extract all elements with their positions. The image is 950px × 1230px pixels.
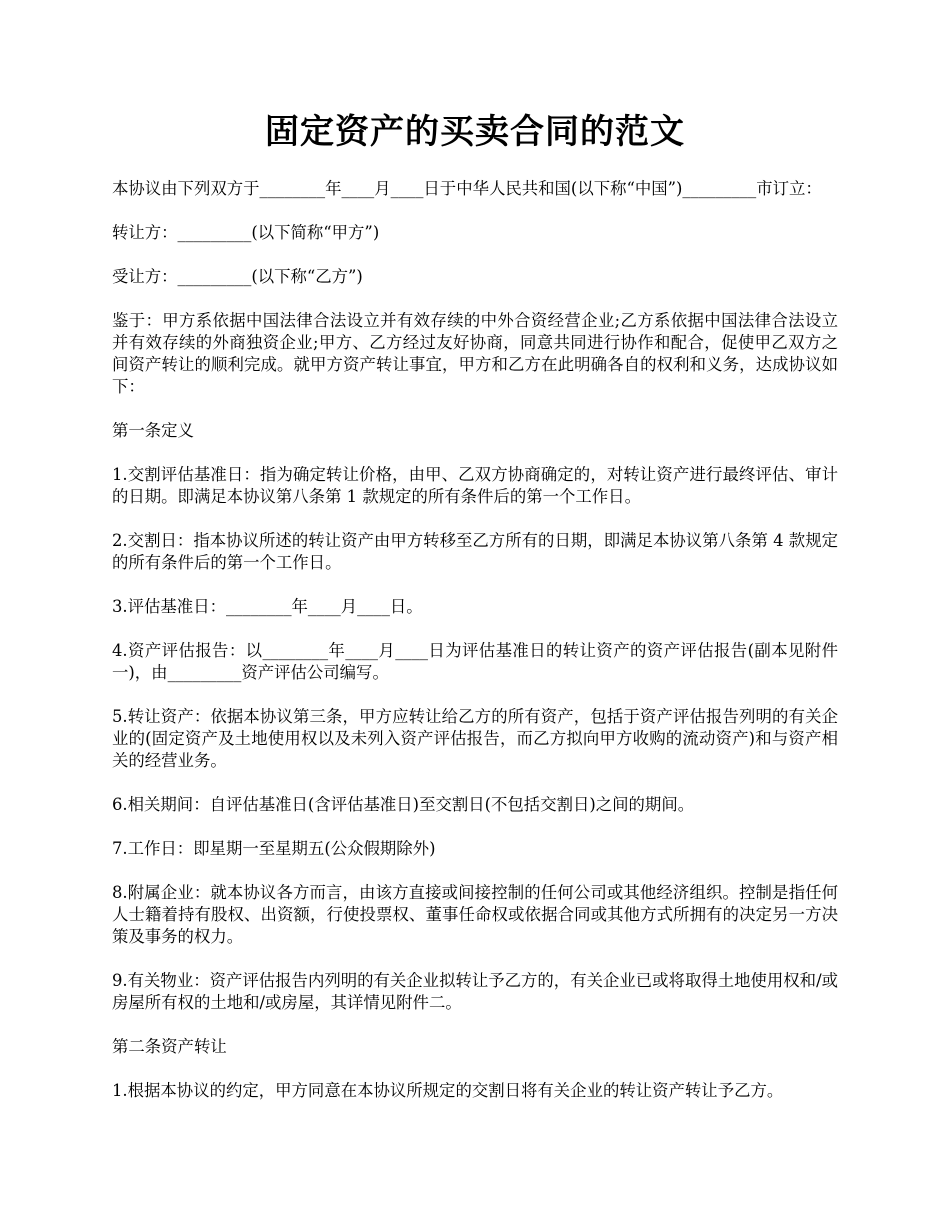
article-2-clause-1-paragraph: 1.根据本协议的约定，甲方同意在本协议所规定的交割日将有关企业的转让资产转让予乙方。 (112, 1081, 784, 1101)
transferor-paragraph: 转让方：_________(以下简称“甲方”) (112, 223, 380, 243)
preamble-paragraph: 本协议由下列双方于________年____月____日于中华人民共和国(以下称“中国”)_________市订立： (112, 179, 822, 199)
article-1-heading: 第一条定义 (112, 421, 194, 441)
definition-2-paragraph: 2.交割日：指本协议所述的转让资产由甲方转移至乙方所有的日期，即满足本协议第八条第 4 款规定的所有条件后的第一个工作日。 (112, 531, 838, 573)
definition-3-paragraph: 3.评估基准日：________年____月____日。 (112, 597, 423, 617)
definition-9-paragraph: 9.有关物业：资产评估报告内列明的有关企业拟转让予乙方的，有关企业已或将取得土地使用权和/或房屋所有权的土地和/或房屋，其详情见附件二。 (112, 971, 838, 1013)
whereas-paragraph: 鉴于：甲方系依据中国法律合法设立并有效存续的中外合资经营企业;乙方系依据中国法律合法设立并有效存续的外商独资企业;甲方、乙方经过友好协商，同意共同进行协作和配合，促使甲乙双方之间资产转让的顺利完成。就甲方资产转让事宜，甲方和乙方在此明确各自的权利和义务，达成协议如下： (112, 311, 838, 397)
document-title: 固定资产的买卖合同的范文 (265, 112, 685, 152)
definition-7-paragraph: 7.工作日：即星期一至星期五(公众假期除外) (112, 839, 436, 859)
definition-6-paragraph: 6.相关期间：自评估基准日(含评估基准日)至交割日(不包括交割日)之间的期间。 (112, 795, 695, 815)
definition-4-paragraph: 4.资产评估报告：以________年____月____日为评估基准日的转让资产的资产评估报告(副本见附件一)，由_________资产评估公司编写。 (112, 641, 838, 683)
definition-8-paragraph: 8.附属企业：就本协议各方而言，由该方直接或间接控制的任何公司或其他经济组织。控制是指任何人士籍着持有股权、出资额，行使投票权、董事任命权或依据合同或其他方式所拥有的决定另一方决策及事务的权力。 (112, 883, 838, 947)
definition-5-paragraph: 5.转让资产：依据本协议第三条，甲方应转让给乙方的所有资产，包括于资产评估报告列明的有关企业的(固定资产及土地使用权以及未列入资产评估报告，而乙方拟向甲方收购的流动资产)和与资产相关的经营业务。 (112, 707, 838, 771)
transferee-paragraph: 受让方：_________(以下称“乙方”) (112, 267, 363, 287)
article-2-heading: 第二条资产转让 (112, 1037, 227, 1057)
definition-1-paragraph: 1.交割评估基准日：指为确定转让价格，由甲、乙双方协商确定的，对转让资产进行最终评估、审计的日期。即满足本协议第八条第 1 款规定的所有条件后的第一个工作日。 (112, 465, 838, 507)
